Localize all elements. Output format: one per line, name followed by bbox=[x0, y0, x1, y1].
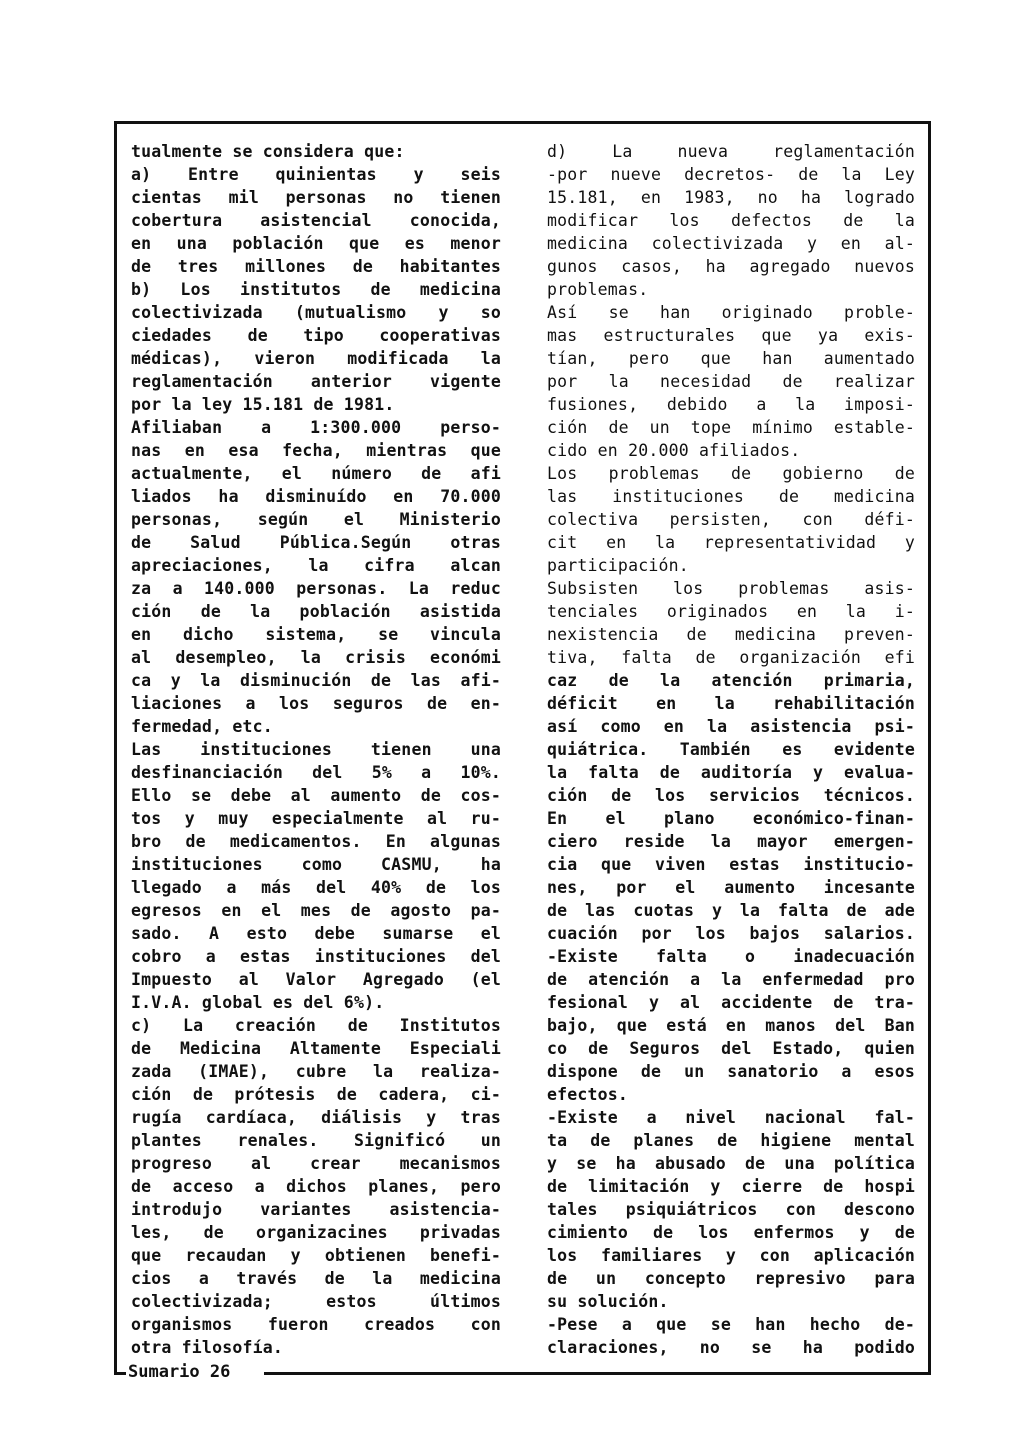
text-line: por la necesidad de realizar bbox=[547, 372, 915, 391]
text-line: a) Entre quinientas y seis bbox=[131, 165, 501, 184]
text-line: liaciones a los seguros de en- bbox=[131, 694, 501, 713]
text-line: Así se han originado proble- bbox=[547, 303, 915, 322]
text-line: rugía cardíaca, diálisis y tras bbox=[131, 1108, 501, 1127]
text-line: tos y muy especialmente al ru- bbox=[131, 809, 501, 828]
text-line: por la ley 15.181 de 1981. bbox=[131, 395, 395, 414]
text-line: cientas mil personas no tienen bbox=[131, 188, 501, 207]
right-text-column bbox=[547, 140, 915, 1359]
frame-top-rule bbox=[114, 121, 930, 124]
text-line: sado. A esto debe sumarse el bbox=[131, 924, 501, 943]
text-line: fesional y al accidente de tra- bbox=[547, 993, 915, 1012]
text-line: participación. bbox=[547, 556, 689, 575]
frame-left-rule bbox=[114, 121, 117, 1373]
text-line: cuación por los bajos salarios. bbox=[547, 924, 915, 943]
text-line: Las instituciones tienen una bbox=[131, 740, 501, 759]
text-line: ción de los servicios técnicos. bbox=[547, 786, 915, 805]
text-line: introdujo variantes asistencia- bbox=[131, 1200, 501, 1219]
text-line: progreso al crear mecanismos bbox=[131, 1154, 501, 1173]
text-line: de Medicina Altamente Especiali bbox=[131, 1039, 501, 1058]
text-line: mas estructurales que ya exis- bbox=[547, 326, 915, 345]
text-line: nexistencia de medicina preven- bbox=[547, 625, 915, 644]
text-line: así como en la asistencia psi- bbox=[547, 717, 915, 736]
text-line: de atención a la enfermedad pro bbox=[547, 970, 915, 989]
text-line: de un concepto represivo para bbox=[547, 1269, 915, 1288]
text-line: -Pese a que se han hecho de- bbox=[547, 1315, 915, 1334]
text-line: Subsisten los problemas asis- bbox=[547, 579, 915, 598]
text-line: d) La nueva reglamentación bbox=[547, 142, 915, 161]
text-line: modificar los defectos de la bbox=[547, 211, 915, 230]
text-line: ca y la disminución de las afi- bbox=[131, 671, 501, 690]
text-line: dispone de un sanatorio a esos bbox=[547, 1062, 915, 1081]
text-line: Impuesto al Valor Agregado (el bbox=[131, 970, 501, 989]
text-line: colectivizada; estos últimos bbox=[131, 1292, 501, 1311]
text-line: problemas. bbox=[547, 280, 649, 299]
text-line: tualmente se considera que: bbox=[131, 142, 405, 161]
text-line: colectivizada (mutualismo y so bbox=[131, 303, 501, 322]
text-line: que recaudan y obtienen benefi- bbox=[131, 1246, 501, 1265]
text-line: cido en 20.000 afiliados. bbox=[547, 441, 801, 460]
text-line: en una población que es menor bbox=[131, 234, 501, 253]
text-line: medicina colectivizada y en al- bbox=[547, 234, 915, 253]
text-line: y se ha abusado de una política bbox=[547, 1154, 915, 1173]
text-line: liados ha disminuído en 70.000 bbox=[131, 487, 501, 506]
text-line: instituciones como CASMU, ha bbox=[131, 855, 501, 874]
text-line: Afiliaban a 1:300.000 perso- bbox=[131, 418, 501, 437]
text-line: cia que viven estas institucio- bbox=[547, 855, 915, 874]
text-line: llegado a más del 40% de los bbox=[131, 878, 501, 897]
text-line: organismos fueron creados con bbox=[131, 1315, 501, 1334]
text-line: tiva, falta de organización efi bbox=[547, 648, 915, 667]
text-line: personas, según el Ministerio bbox=[131, 510, 501, 529]
text-line: las instituciones de medicina bbox=[547, 487, 915, 506]
text-line: ción de la población asistida bbox=[131, 602, 501, 621]
text-line: claraciones, no se ha podido bbox=[547, 1338, 915, 1357]
text-line: bajo, que está en manos del Ban bbox=[547, 1016, 915, 1035]
text-line: su solución. bbox=[547, 1292, 669, 1311]
text-line: déficit en la rehabilitación bbox=[547, 694, 915, 713]
text-line: de las cuotas y la falta de ade bbox=[547, 901, 915, 920]
text-line: nes, por el aumento incesante bbox=[547, 878, 915, 897]
text-line: caz de la atención primaria, bbox=[547, 671, 915, 690]
text-line: za a 140.000 personas. La reduc bbox=[131, 579, 501, 598]
text-line: de acceso a dichos planes, pero bbox=[131, 1177, 501, 1196]
text-line: médicas), vieron modificada la bbox=[131, 349, 501, 368]
text-line: c) La creación de Institutos bbox=[131, 1016, 501, 1035]
text-line: quiátrica. También es evidente bbox=[547, 740, 915, 759]
text-line: ción de un tope mínimo estable- bbox=[547, 418, 915, 437]
text-line: tales psiquiátricos con descono bbox=[547, 1200, 915, 1219]
text-line: fusiones, debido a la imposi- bbox=[547, 395, 915, 414]
frame-bottom-rule bbox=[264, 1372, 931, 1375]
text-line: actualmente, el número de afi bbox=[131, 464, 501, 483]
text-line: ción de prótesis de cadera, ci- bbox=[131, 1085, 501, 1104]
left-text-column bbox=[131, 140, 501, 1359]
text-line: en dicho sistema, se vincula bbox=[131, 625, 501, 644]
text-line: los familiares y con aplicación bbox=[547, 1246, 915, 1265]
text-line: de Salud Pública.Según otras bbox=[131, 533, 501, 552]
text-line: I.V.A. global es del 6%). bbox=[131, 993, 385, 1012]
text-line: colectiva persisten, con défi- bbox=[547, 510, 915, 529]
text-line: otra filosofía. bbox=[131, 1338, 284, 1357]
text-line: cobro a estas instituciones del bbox=[131, 947, 501, 966]
text-line: al desempleo, la crisis económi bbox=[131, 648, 501, 667]
text-line: cit en la representatividad y bbox=[547, 533, 915, 552]
text-line: fermedad, etc. bbox=[131, 717, 273, 736]
text-line: de limitación y cierre de hospi bbox=[547, 1177, 915, 1196]
text-line: ciedades de tipo cooperativas bbox=[131, 326, 501, 345]
text-line: ciero reside la mayor emergen- bbox=[547, 832, 915, 851]
text-line: la falta de auditoría y evalua- bbox=[547, 763, 915, 782]
text-line: apreciaciones, la cifra alcan bbox=[131, 556, 501, 575]
text-line: nas en esa fecha, mientras que bbox=[131, 441, 501, 460]
text-line: de tres millones de habitantes bbox=[131, 257, 501, 276]
text-line: cobertura asistencial conocida, bbox=[131, 211, 501, 230]
text-line: 15.181, en 1983, no ha logrado bbox=[547, 188, 915, 207]
text-line: les, de organizacines privadas bbox=[131, 1223, 501, 1242]
text-line: cios a través de la medicina bbox=[131, 1269, 501, 1288]
frame-right-rule bbox=[928, 121, 931, 1373]
page-footer: Sumario 26 bbox=[128, 1360, 236, 1384]
text-line: -Existe a nivel nacional fal- bbox=[547, 1108, 915, 1127]
text-line: efectos. bbox=[547, 1085, 629, 1104]
text-line: -Existe falta o inadecuación bbox=[547, 947, 915, 966]
text-line: Ello se debe al aumento de cos- bbox=[131, 786, 501, 805]
text-line: b) Los institutos de medicina bbox=[131, 280, 501, 299]
frame-bottom-rule-left bbox=[114, 1372, 126, 1375]
text-line: zada (IMAE), cubre la realiza- bbox=[131, 1062, 501, 1081]
text-line: bro de medicamentos. En algunas bbox=[131, 832, 501, 851]
text-line: Los problemas de gobierno de bbox=[547, 464, 915, 483]
text-line: reglamentación anterior vigente bbox=[131, 372, 501, 391]
text-line: gunos casos, ha agregado nuevos bbox=[547, 257, 915, 276]
text-line: tían, pero que han aumentado bbox=[547, 349, 915, 368]
text-line: -por nueve decretos- de la Ley bbox=[547, 165, 915, 184]
text-line: plantes renales. Significó un bbox=[131, 1131, 501, 1150]
text-line: desfinanciación del 5% a 10%. bbox=[131, 763, 501, 782]
text-line: ta de planes de higiene mental bbox=[547, 1131, 915, 1150]
text-line: cimiento de los enfermos y de bbox=[547, 1223, 915, 1242]
text-line: En el plano económico-finan- bbox=[547, 809, 915, 828]
text-line: egresos en el mes de agosto pa- bbox=[131, 901, 501, 920]
text-line: co de Seguros del Estado, quien bbox=[547, 1039, 915, 1058]
text-line: tenciales originados en la i- bbox=[547, 602, 915, 621]
